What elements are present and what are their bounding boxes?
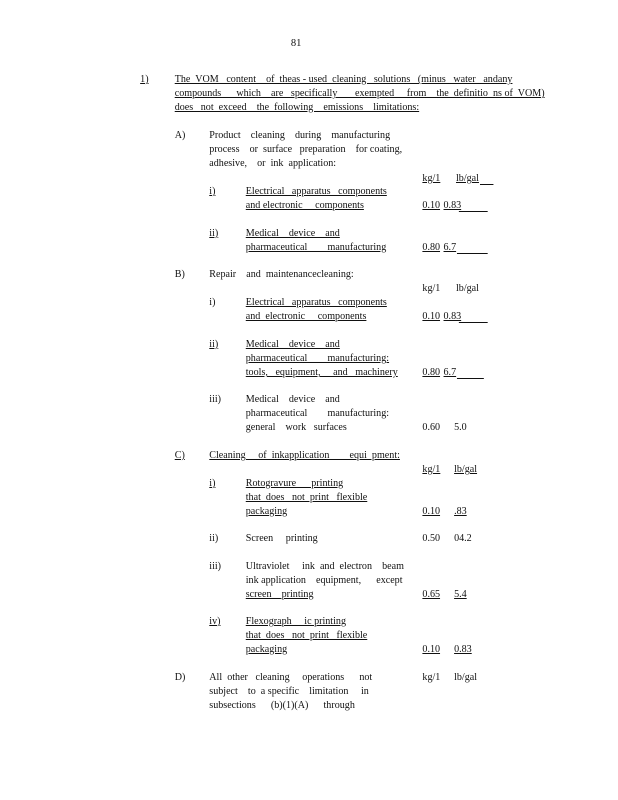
item-text: Medical device and	[245, 339, 340, 350]
para-1-line: The VOM content of theas - used cleaning solutions (minus water andany	[174, 74, 513, 85]
section-d-label: D)	[174, 672, 186, 683]
section-d-text: All other cleaning operations not	[209, 672, 373, 683]
section-d-text: subsections (b)(1)(A) through	[209, 700, 355, 711]
underline-rule	[459, 322, 488, 323]
item-text: packaging	[245, 644, 288, 655]
value-lb: 0.83	[443, 200, 462, 211]
value-kg: 0.60	[422, 422, 441, 433]
value-kg: 0.50	[422, 533, 441, 544]
item-text: Medical device and	[245, 394, 340, 405]
unit-kg-header: kg/1	[422, 173, 441, 184]
item-number: iv)	[209, 616, 221, 627]
unit-lb-header: lb/gal	[454, 672, 478, 683]
item-text: and electronic components	[245, 311, 367, 322]
item-number: ii)	[209, 533, 219, 544]
section-a-text: Product cleaning during manufacturing	[209, 130, 391, 141]
para-1-number: 1)	[140, 74, 149, 85]
value-lb: 0.83	[443, 311, 462, 322]
unit-lb-header: lb/gal	[456, 283, 479, 294]
section-a-text: process or surface preparation for coating,	[209, 144, 403, 155]
section-c-label: C)	[174, 450, 185, 461]
unit-kg-header: kg/1	[422, 464, 441, 475]
underline-rule	[459, 211, 488, 212]
para-1-line: does not exceed the following emissions limitations:	[174, 102, 420, 113]
value-kg: 0.10	[422, 506, 441, 517]
para-1-line: compounds which are specifically exempted from the definitio ns of VOM)	[174, 88, 545, 99]
item-text: Electrical apparatus components	[245, 186, 387, 197]
item-text: tools, equipment, and machinery	[245, 367, 398, 378]
item-number: i)	[209, 186, 216, 197]
item-text: Rotogravure printing	[245, 478, 344, 489]
value-lb: 04.2	[454, 533, 472, 544]
value-lb: 5.0	[454, 422, 467, 433]
value-lb: 6.7	[443, 367, 457, 378]
section-d-text: subject to a specific limitation in	[209, 686, 369, 697]
item-text: Screen printing	[245, 533, 318, 544]
item-number: i)	[209, 478, 216, 489]
unit-kg-header: kg/1	[422, 672, 441, 683]
value-kg: 0.10	[422, 311, 441, 322]
item-text: general work surfaces	[245, 422, 347, 433]
section-a-label: A)	[174, 130, 186, 141]
item-number: ii)	[209, 339, 219, 350]
underline-rule	[457, 378, 484, 379]
value-kg: 0.10	[422, 644, 441, 655]
item-text: that does not print flexible	[245, 630, 368, 641]
item-text: pharmaceutical manufacturing:	[245, 408, 390, 419]
value-kg: 0.65	[422, 589, 441, 600]
item-text: packaging	[245, 506, 288, 517]
item-text: Flexograph ic printing	[245, 616, 346, 627]
item-text: pharmaceutical manufacturing:	[245, 353, 390, 364]
unit-kg-header: kg/1	[422, 283, 441, 294]
section-a-text: adhesive, or ink application:	[209, 158, 337, 169]
item-text: Electrical apparatus components	[245, 297, 387, 308]
section-b-text: Repair and maintenancecleaning:	[209, 269, 354, 280]
underline-rule	[480, 184, 493, 185]
item-text: Medical device and	[245, 228, 340, 239]
value-kg: 0.10	[422, 200, 441, 211]
underline-rule	[457, 253, 488, 254]
item-text: ink application equipment, except	[245, 575, 403, 586]
item-text: Ultraviolet ink and electron beam	[245, 561, 404, 572]
item-text: and electronic components	[245, 200, 364, 211]
page-number: 81	[290, 37, 302, 49]
item-number: iii)	[209, 394, 222, 405]
item-text: that does not print flexible	[245, 492, 368, 503]
item-text: pharmaceutical manufacturing	[245, 242, 387, 253]
unit-lb-header: lb/gal	[454, 464, 478, 475]
item-number: iii)	[209, 561, 222, 572]
item-text: screen printing	[245, 589, 314, 600]
value-kg: 0.80	[422, 367, 441, 378]
unit-lb-header: lb/gal	[456, 173, 479, 184]
section-b-label: B)	[174, 269, 185, 280]
value-lb: 6.7	[443, 242, 457, 253]
value-lb: 5.4	[454, 589, 467, 600]
section-c-text: Cleaning of inkapplication equi pment:	[209, 450, 400, 461]
value-kg: 0.80	[422, 242, 441, 253]
item-number: ii)	[209, 228, 219, 239]
value-lb: .83	[454, 506, 467, 517]
value-lb: 0.83	[454, 644, 472, 655]
item-number: i)	[209, 297, 216, 308]
